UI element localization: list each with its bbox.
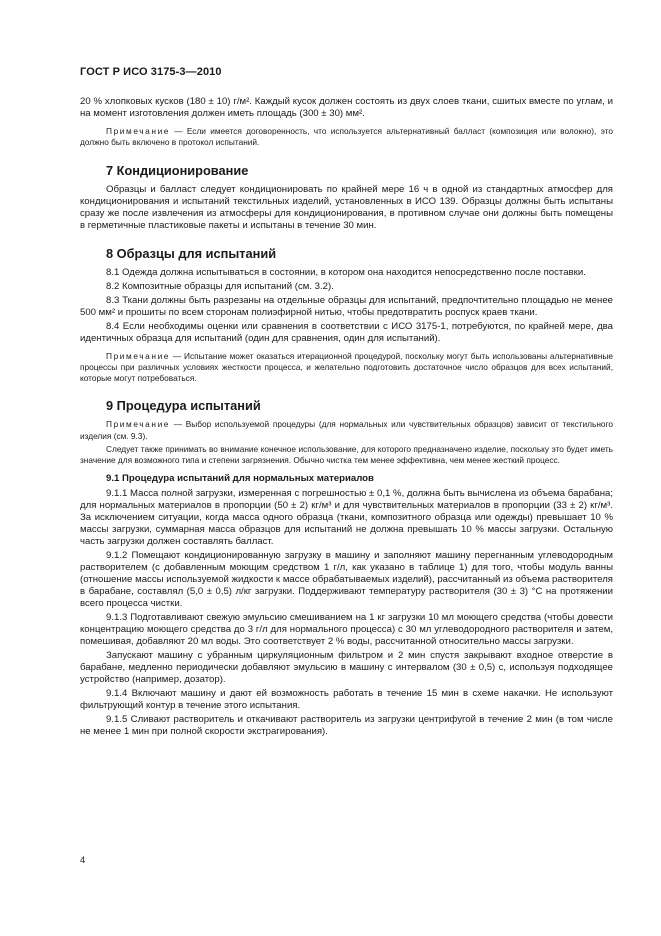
paragraph: 9.1.3 Подготавливают свежую эмульсию смешиванием на 1 кг загрузки 10 мл моющего средства (чтобы довести концентрацию моющего средства до 3 г/л для нормального процесса) с 30 мл углеводородного растворителя и затем, помешивая, добавляют 20 мл воды. Это соответствует 2 % воды, рассчитанной относительно массы загрузки. — [80, 611, 613, 647]
note-text: — Если имеется договоренность, что используется альтернативный балласт (композиция или волокно), это должно быть включено в протокол испытаний. — [80, 126, 613, 148]
note-text: — Испытание может оказаться итерационной процедурой, поскольку могут быть использованы альтернативные процессы при различных условиях жесткости процесса, и желательно подготовить достаточное число образцов для всех испытаний, которые могут потребоваться. — [80, 350, 613, 384]
paragraph: 20 % хлопковых кусков (180 ± 10) г/м². Каждый кусок должен состоять из двух слоев ткани, сшитых вместе по углам, и на момент изготовления должен иметь площадь (300 ± 30) мм². — [80, 96, 613, 119]
page-number: 4 — [80, 855, 86, 866]
paragraph: 9.1.4 Включают машину и дают ей возможность работать в течение 15 мин в схеме накачки. Не используют фильтрующий контур в течение этого испытания. — [80, 687, 613, 711]
note-continuation: Следует также принимать во внимание конечное использование, для которого предназначено изделие, поскольку это будет иметь значение для возможного типа и степени загрязнения. Обычно чистка тем менее эффективна, чем менее жесткий процесс. — [80, 444, 613, 466]
section-heading: 8 Образцы для испытаний — [106, 245, 277, 261]
note-text: — Выбор используемой процедуры (для нормальных или чувствительных образцов) зависит от текстильного изделия (см. 9.3). — [80, 419, 613, 441]
paragraph: 8.4 Если необходимы оценки или сравнения в соответствии с ИСО 3175-1, потребуются, по крайней мере, два идентичных образца для испытаний (один для сравнения, один для испытаний). — [80, 320, 613, 344]
paragraph: 8.3 Ткани должны быть разрезаны на отдельные образцы для испытаний, предпочтительно площадью не менее 500 мм² и прошиты по всем сторонам полиэфирной нитью, чтобы предотвратить роспуск краев ткани. — [80, 294, 613, 318]
note — [80, 126, 613, 149]
note-label: Примечание — [106, 126, 171, 136]
subsection-heading: 9.1 Процедура испытаний для нормальных материалов — [106, 472, 374, 484]
note-label: Примечание — [106, 350, 171, 361]
note-label: Примечание — [106, 419, 171, 430]
paragraph: 9.1.1 Масса полной загрузки, измеренная с погрешностью ± 0,1 %, должна быть вычислена из объема барабана; для нормальных материалов в пропорции (50 ± 2) кг/м³ и для чувствительных материалов в пропорции (33 ± 2) кг/м³. За исключением ситуации, когда масса одного образца (ткани, композитного образца или одежды) превышает 10 % массы загрузки, суммарная масса образцов для испытаний не должна превышать 10 % массы загрузки. Остальную часть загрузки должен составлять балласт. — [80, 487, 613, 547]
document-header: ГОСТ Р ИСО 3175-3—2010 — [80, 66, 222, 78]
note — [80, 351, 613, 385]
note — [80, 419, 613, 442]
section-heading: 7 Кондиционирование — [106, 162, 249, 178]
paragraph: 8.2 Композитные образцы для испытаний (см. 3.2). — [106, 280, 334, 292]
page-content — [80, 96, 613, 738]
paragraph: 9.1.5 Сливают растворитель и откачивают растворитель из загрузки центрифугой в течение 2 мин (в том числе не менее 1 мин при полной скорости экстрагирования). — [80, 713, 613, 737]
paragraph: Запускают машину с убранным циркуляционным фильтром и 2 мин спустя закрывают входное отверстие в барабане, медленно периодически добавляют эмульсию в машину с интервалом (30 ± 0,5) с, используя подходящее устройство (например, дозатор). — [80, 649, 613, 685]
paragraph: Образцы и балласт следует кондиционировать по крайней мере 16 ч в одной из стандартных атмосфер для кондиционирования и испытаний текстильных изделий, установленных в ИСО 139. Образцы должны быть испытаны сразу же после извлечения из атмосферы для кондиционирования, в противном случае они должны быть помещены в герметичные пластиковые пакеты и испытаны в течение 30 мин. — [80, 183, 613, 231]
paragraph: 9.1.2 Помещают кондиционированную загрузку в машину и заполняют машину перегнанным углеводородным растворителем (с добавленным моющим средством 1 г/л, как указано в таблице 1) для того, чтобы модуль ванны (отношение массы используемой жидкости к массе обрабатываемых изделий), рассчитанный из объема растворителя в барабане, составлял (5,0 ± 0,5) л/кг загрузки. Поддерживают температуру растворителя (30 ± 3) °С на протяжении всего процесса чистки. — [80, 549, 613, 609]
paragraph: 8.1 Одежда должна испытываться в состоянии, в котором она находится непосредственно после поставки. — [106, 266, 586, 278]
section-heading: 9 Процедура испытаний — [106, 398, 261, 414]
